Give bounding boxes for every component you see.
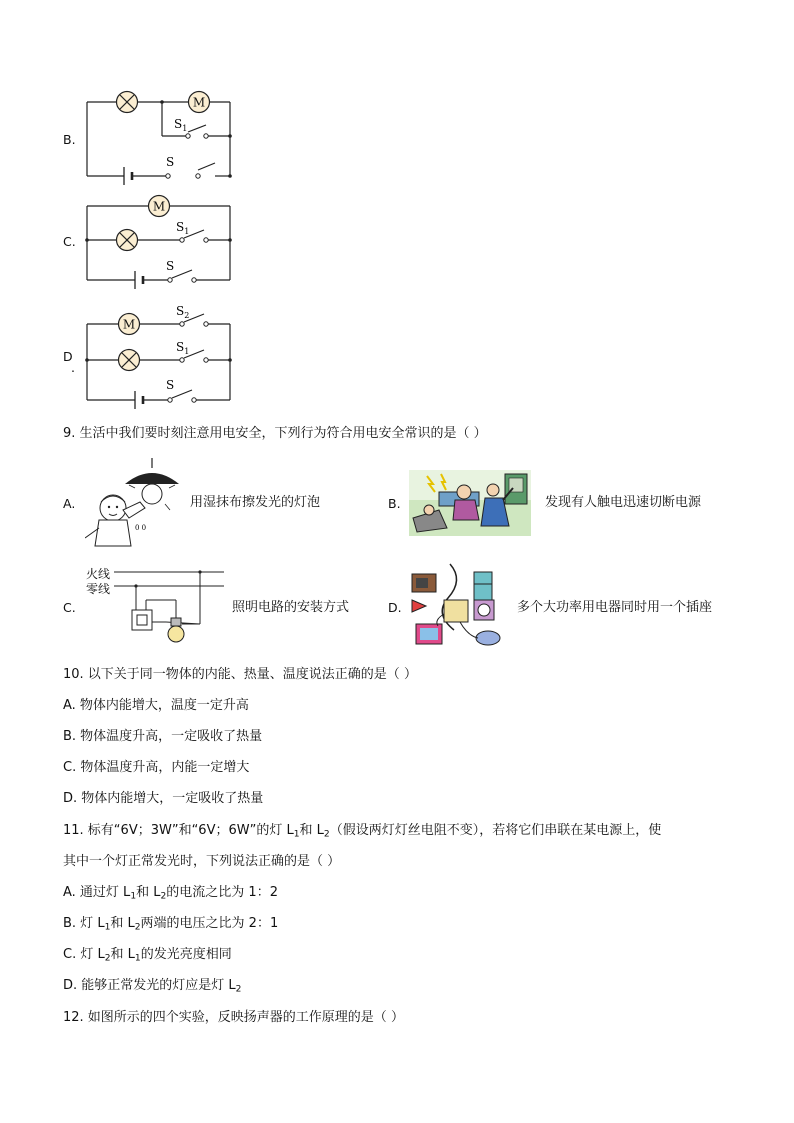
switch-s-label: S bbox=[166, 155, 175, 169]
q12-stem: 12. 如图所示的四个实验，反映扬声器的工作原理的是（ ） bbox=[63, 1010, 404, 1025]
svg-text:0 0: 0 0 bbox=[135, 524, 147, 532]
wiping-lit-bulb-icon bbox=[85, 458, 180, 552]
q9-option-a-text: 用湿抹布擦发光的灯泡 bbox=[190, 495, 321, 510]
q9-stem: 9. 生活中我们要时刻注意用电安全，下列行为符合用电安全常识的是（ ） bbox=[63, 426, 487, 441]
q9-option-a-label: A. bbox=[63, 496, 76, 511]
q11-stem-line1: 11. 标有“6V；3W”和“6V；6W”的灯 $L_1$和 $L_2$（假设两灯灯丝电阻不变），若将它们串联在某电源上，使 bbox=[63, 823, 662, 840]
motor-icon bbox=[119, 314, 140, 335]
switch-s-label: S bbox=[166, 378, 175, 392]
option-d-dot: . bbox=[71, 360, 75, 375]
battery-icon bbox=[135, 391, 143, 409]
q10-option-c: C. 物体温度升高，内能一定增大 bbox=[63, 760, 250, 775]
light-bulb-icon bbox=[168, 618, 184, 642]
battery-icon bbox=[135, 271, 143, 289]
option-c-label: C. bbox=[63, 234, 76, 249]
circuit-diagram-c bbox=[80, 192, 240, 292]
rescue-electric-shock-icon bbox=[409, 470, 531, 536]
q11-option-b: B. 灯 $L_1$和 $L_2$两端的电压之比为 2：1 bbox=[63, 916, 279, 933]
motor-label: M bbox=[122, 317, 136, 332]
lighting-circuit-wiring-icon bbox=[108, 560, 226, 648]
q11-option-a: A. 通过灯 $L_1$和 $L_2$的电流之比为 1：2 bbox=[63, 885, 278, 902]
lamp-icon bbox=[117, 230, 138, 251]
switch-s1-label: $S_1$ bbox=[174, 117, 188, 133]
option-d-label: D bbox=[63, 349, 73, 364]
q10-option-b: B. 物体温度升高，一定吸收了热量 bbox=[63, 729, 263, 744]
q9-option-d-text: 多个大功率用电器同时用一个插座 bbox=[517, 600, 713, 615]
switch-s-icon bbox=[166, 174, 170, 178]
switch-s-label: S bbox=[166, 259, 175, 273]
motor-label: M bbox=[192, 95, 206, 110]
lamp-icon bbox=[117, 92, 138, 113]
switch-s1-label: $S_1$ bbox=[176, 220, 190, 236]
q11-option-c: C. 灯 $L_2$和 $L_1$的发光亮度相同 bbox=[63, 947, 232, 964]
option-b-label: B. bbox=[63, 132, 76, 147]
q10-stem: 10. 以下关于同一物体的内能、热量、温度说法正确的是（ ） bbox=[63, 667, 417, 682]
switch-s1-label: $S_1$ bbox=[176, 340, 190, 356]
q9-option-d-label: D. bbox=[388, 600, 402, 615]
live-wire-label: 火线 bbox=[86, 567, 111, 581]
neutral-wire-label: 零线 bbox=[86, 582, 111, 596]
battery-icon bbox=[124, 167, 132, 185]
q11-option-d: D. 能够正常发光的灯应是灯 $L_2$ bbox=[63, 978, 242, 995]
q9-option-c-text: 照明电路的安装方式 bbox=[232, 600, 350, 615]
q9-option-b-text: 发现有人触电迅速切断电源 bbox=[545, 495, 702, 510]
circuit-diagram-d bbox=[80, 302, 240, 414]
switch-s2-label: $S_2$ bbox=[176, 304, 190, 320]
q10-option-a: A. 物体内能增大，温度一定升高 bbox=[63, 698, 249, 713]
q10-option-d: D. 物体内能增大，一定吸收了热量 bbox=[63, 791, 264, 806]
motor-icon bbox=[149, 196, 170, 217]
circuit-diagram-b bbox=[80, 88, 240, 188]
q9-option-c-label: C. bbox=[63, 600, 76, 615]
overloaded-socket-icon bbox=[408, 560, 510, 652]
lamp-icon bbox=[119, 350, 140, 371]
motor-label: M bbox=[152, 199, 166, 214]
q11-stem-line2: 其中一个灯正常发光时，下列说法正确的是（ ） bbox=[63, 854, 341, 869]
q9-option-b-label: B. bbox=[388, 496, 401, 511]
motor-icon bbox=[189, 92, 210, 113]
